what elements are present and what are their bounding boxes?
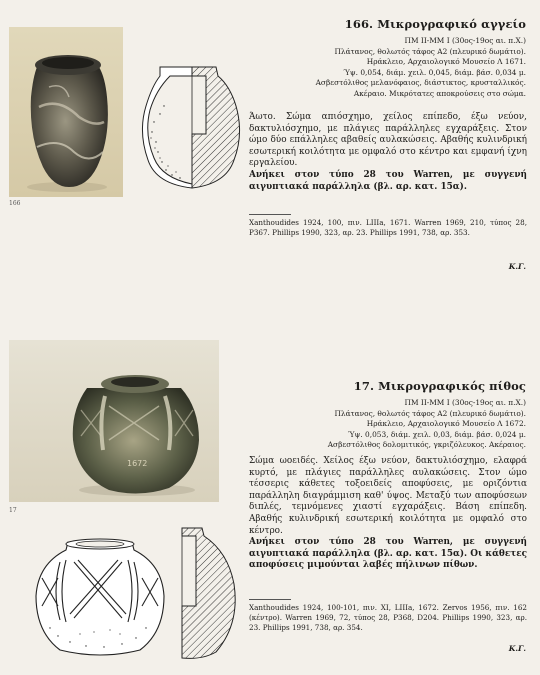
meta-condition: Ακέραιο. Μικρότατες αποκρούσεις στο σώμα. bbox=[353, 88, 526, 98]
entry-bibliography-17: Xanthoudides 1924, 100-101, πιν. XI, LIIIa, 1672. Zervos 1956, πιν. 162 (κέντρο). Warren 1969, 72, τύπος 28, P368, D204. Phillips 1990, 323, αρ. 23. Phillips 1991, 738, αρ. 354. bbox=[249, 603, 527, 633]
figure-label-166: 166 bbox=[9, 200, 21, 207]
meta-material: Ασβεστόλιθος δολομιτικός, γκριζόλευκος. Ακέραιος. bbox=[327, 440, 526, 450]
description-note: Ανήκει στον τύπο 28 του Warren, με συγγενή αιγυπτιακά παράλληλα (βλ. αρ. κατ. 15α). Οι κάθετες αποφύσεις μιμούνται λαβές πήλινων πίθων. bbox=[249, 537, 527, 571]
meta-dimensions: Ύψ. 0,053, διάμ. χειλ. 0,03, διάμ. βάσ. 0,024 μ. bbox=[347, 429, 526, 439]
meta-material: Ασβεστόλιθος μελανόφαιος, διάστικτος, κρυσταλλικός. bbox=[315, 78, 526, 88]
entry-bibliography-166: Xanthoudides 1924, 100, πιν. LIIIa, 1671. Warren 1969, 210, τύπος 28, P367. Phillips 1990, 323, αρ. 23. Phillips 1991, 738, αρ. 353. bbox=[249, 218, 527, 238]
pithos-elevation-drawing-17 bbox=[30, 532, 170, 664]
entry-title-17: 17. Μικρογραφικός πίθος bbox=[353, 379, 526, 393]
entry-title-166: 166. Μικρογραφικό αγγείο bbox=[344, 17, 526, 31]
meta-findspot: Πλάτανος, θολωτός τάφος Α2 (πλευρικό δωμάτιο). bbox=[334, 408, 526, 418]
meta-date: ΠΜ ΙΙ-ΜΜ Ι (30ος-19ος αι. π.Χ.) bbox=[404, 398, 526, 407]
entry-meta-17 bbox=[216, 398, 526, 451]
entry-description-166 bbox=[249, 112, 527, 193]
author-initials-17: Κ.Γ. bbox=[508, 644, 526, 653]
photo-inscription: 1672 bbox=[127, 459, 148, 468]
pithos-section-drawing-17 bbox=[178, 524, 246, 666]
description-text: Άωτο. Σώμα απιόσχημο, χείλος επίπεδο, έξω νεύον, δακτυλιόσχημο, με πλάγιες παράλληλες εγχαράξεις. Στον ώμο δύο επάλληλες αβαθείς αυλακώσεις. Αβαθής κυλινδρική εσωτερική κοιλότητα με ομφαλό στο κέντρο και εμφανή ίχνη εργαλείου. bbox=[249, 112, 527, 169]
meta-findspot: Πλάτανος, θολωτός τάφος Α2 (πλευρικό δωμάτιο). bbox=[334, 46, 526, 56]
description-text: Σώμα ωοειδές. Χείλος έξω νεύον, δακτυλιόσχημο, ελαφρά κυρτό, με πλάγιες παράλληλες αυλακώσεις. Στον ώμο τέσσερις κάθετες τοξοειδείς αποφύσεις, με οριζόντια παράλληλη διαγράμμιση καθ' ύψος. Μεταξύ των αποφύσεων διπλές, τεμνόμενες χιαστί εγχαράξεις. Βάση επίπεδη. Αβαθής κυλινδρική εσωτερική κοιλότητα με ομφαλό στο κέντρο. bbox=[249, 456, 527, 536]
meta-dimensions: Ύψ. 0,054, διάμ. χειλ. 0,045, διάμ. βάσ. 0,034 μ. bbox=[343, 67, 526, 77]
pithos-photo-17 bbox=[9, 340, 219, 502]
vase-photo-166 bbox=[9, 27, 123, 197]
meta-date: ΠΜ ΙΙ-ΜΜ Ι (30ος-19ος αι. π.Χ.) bbox=[404, 36, 526, 45]
entry-meta-166 bbox=[216, 36, 526, 100]
divider bbox=[249, 599, 291, 600]
divider bbox=[249, 214, 291, 215]
entry-description-17 bbox=[249, 456, 527, 572]
description-note: Ανήκει στον τύπο 28 του Warren, με συγγενή αιγυπτιακά παράλληλα (βλ. αρ. κατ. 15α). bbox=[249, 169, 527, 192]
meta-museum: Ηράκλειο, Αρχαιολογικό Μουσείο Λ 1672. bbox=[366, 419, 526, 429]
figure-label-17: 17 bbox=[9, 507, 17, 514]
author-initials-166: Κ.Γ. bbox=[508, 262, 526, 271]
meta-museum: Ηράκλειο, Αρχαιολογικό Μουσείο Λ 1671. bbox=[366, 57, 526, 67]
